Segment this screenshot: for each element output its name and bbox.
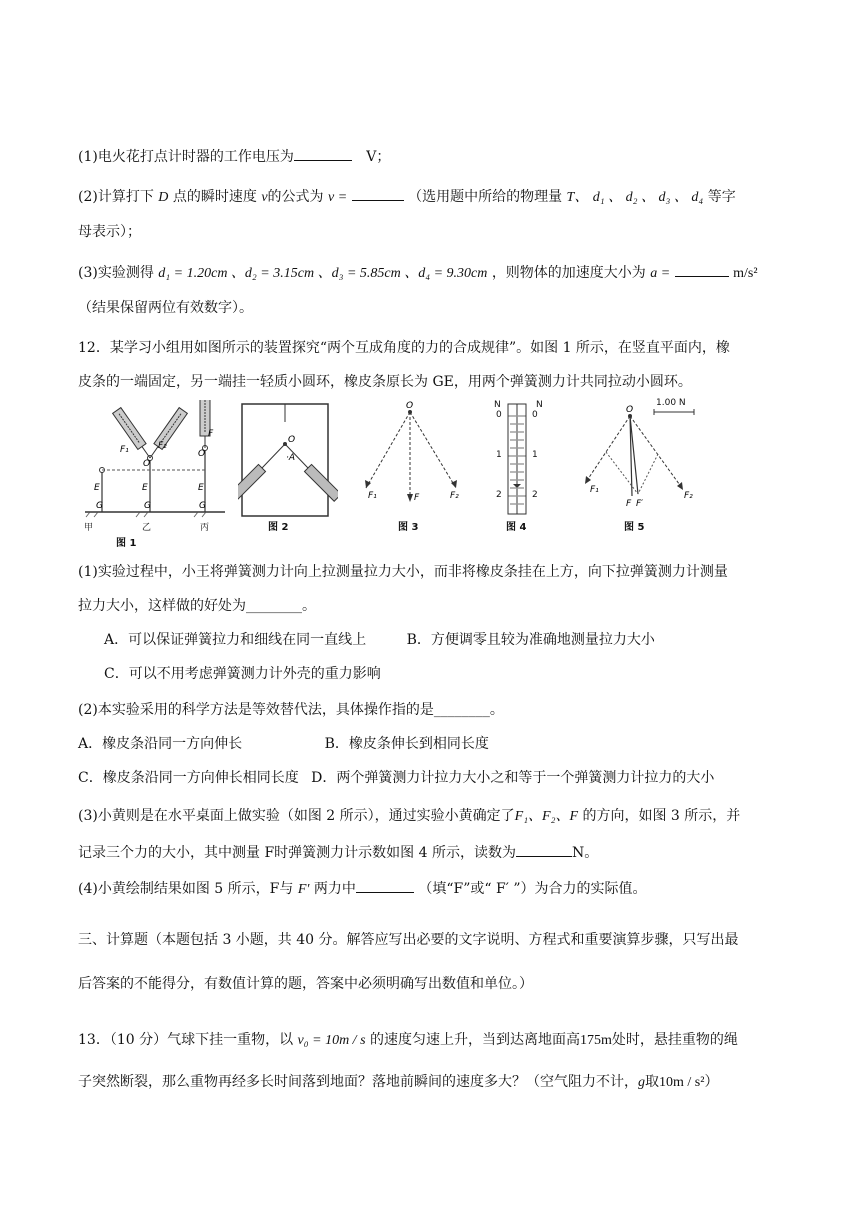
svg-text:F: F (414, 493, 420, 503)
q11-part2-text: 的公式为 (267, 189, 324, 205)
q11-part2-line2: 母表示）； (78, 224, 141, 240)
figure-4-tick-2-left: 2 (496, 490, 502, 500)
force-symbols: F₁、F₂、F (514, 809, 579, 824)
figure-4-tick-1-right: 1 (532, 450, 538, 460)
svg-text:F₂: F₂ (158, 441, 167, 451)
svg-text:O: O (626, 405, 634, 415)
svg-text:F₁: F₁ (120, 445, 129, 455)
q11-part3-text: (3)实验测得 (78, 265, 154, 281)
q11-part2-text: (2)计算打下 (78, 189, 154, 205)
answer-blank[interactable] (516, 842, 572, 857)
figure-4-tick-2-right: 2 (532, 490, 538, 500)
svg-text:E: E (94, 483, 100, 493)
svg-text:E: E (198, 483, 204, 493)
figure-5-drawing (576, 400, 706, 522)
q12-s2-option-a[interactable]: A．橡皮条沿同一方向伸长 (78, 736, 243, 752)
q12-s4-text: (4)小黄绘制结果如图 5 所示，F与 (78, 881, 294, 897)
svg-text:E: E (142, 483, 148, 493)
symbol-D: D (158, 190, 169, 205)
q11-part1-unit: V； (366, 149, 391, 165)
svg-text:O: O (288, 435, 296, 445)
q12-s3-text: (3)小黄则是在水平桌面上做实验（如图 2 所示），通过实验小黄确定了 (78, 808, 515, 824)
svg-text:O: O (143, 459, 151, 469)
figure-5 (576, 400, 706, 550)
svg-text:F: F (626, 499, 632, 509)
symbol-T: T、 (566, 190, 589, 205)
formula-v: v = (328, 190, 348, 205)
svg-text:F′: F′ (636, 499, 644, 509)
svg-text:F₂: F₂ (684, 491, 693, 501)
answer-blank[interactable] (675, 262, 729, 277)
figure-2-drawing (238, 400, 338, 522)
figure-1-drawing (80, 400, 230, 540)
q12-s3-line2 (78, 842, 598, 863)
symbol-d-list: d₁ 、 d₂ 、 d₃ 、 d₄ (592, 190, 704, 205)
q11-part2-text: （选用题中所给的物理量 (408, 189, 563, 205)
q12-s1-option-c[interactable]: C．可以不用考虑弹簧测力计外壳的重力影响 (104, 666, 381, 682)
q12-intro-line1: 12．某学习小组用如图所示的装置探究“两个互成角度的力的合成规律”。如图 1 所示，在竖直平面内，橡 (78, 340, 730, 356)
q12-s3-line1 (78, 806, 740, 827)
q12-s2-option-c[interactable]: C．橡皮条沿同一方向伸长相同长度 (78, 770, 299, 786)
figure-3 (352, 400, 472, 550)
q13-line1 (78, 1030, 738, 1051)
q12-s1-options-row1 (104, 630, 655, 650)
svg-text:G: G (144, 501, 151, 511)
figure-2 (238, 400, 338, 550)
figure-1-label: 图 1 (116, 538, 137, 549)
symbol-F-prime: F′ (297, 882, 310, 897)
answer-blank[interactable] (352, 186, 404, 201)
figure-5-scale: 1.00 N (656, 398, 686, 408)
figure-5-label: 图 5 (624, 522, 645, 533)
q11-part2-text: 点的瞬时速度 (172, 189, 257, 205)
q12-figures (80, 400, 720, 550)
q11-part2 (78, 186, 736, 208)
unit-ms2: m/s² (733, 266, 758, 281)
q11-part1 (78, 146, 390, 167)
figure-4-label: 图 4 (506, 522, 527, 533)
q13-text: ） (704, 1074, 719, 1090)
q13-text: 子突然断裂，那么重物再经多长时间落到地面？落地前瞬间的速度多大？（空气阻力不计， (78, 1074, 638, 1090)
q12-s1-line1: (1)实验过程中，小王将弹簧测力计向上拉测量拉力大小，而非将橡皮条挂在上方，向下拉弹簧测力计测量 (78, 564, 728, 580)
q12-s1-option-a[interactable]: A．可以保证弹簧拉力和细线在同一直线上 (104, 632, 367, 648)
figure-4-tick-1-left: 1 (496, 450, 502, 460)
q12-s3-text: 的方向，如图 3 所示，并 (582, 808, 741, 824)
q12-s4-text: （填“F”或“ F′ ”）为合力的实际值。 (418, 881, 647, 897)
figure-1-sub-bing: 丙 (200, 523, 210, 533)
q12-s3-unit: N。 (571, 845, 599, 861)
formula-a: a = (650, 266, 671, 281)
svg-text:O: O (406, 401, 414, 411)
q13-line2 (78, 1072, 718, 1093)
gravity-value: 10m / s² (659, 1075, 705, 1090)
q12-s4-line (78, 878, 646, 900)
svg-text:F₂: F₂ (450, 491, 459, 501)
answer-blank[interactable] (356, 878, 414, 893)
q12-s3-text: 记录三个力的大小，其中测量 F时弹簧测力计示数如图 4 所示，读数为 (78, 845, 516, 861)
figure-3-label: 图 3 (398, 522, 419, 533)
symbol-v: v (261, 190, 268, 205)
figure-4-tick-0-left: 0 (496, 410, 502, 420)
q12-s2-option-d[interactable]: D．两个弹簧测力计拉力大小之和等于一个弹簧测力计拉力的大小 (311, 770, 715, 786)
q12-s2-options-row1 (78, 734, 489, 754)
svg-text:F₁: F₁ (590, 485, 599, 495)
q12-s1-line2: 拉力大小，这样做的好处为________。 (78, 598, 316, 614)
symbol-g: g (638, 1075, 645, 1090)
q11-part3-text: ，则物体的加速度大小为 (491, 265, 646, 281)
svg-text:F: F (208, 429, 214, 439)
figure-4-unit-left: N (494, 400, 501, 410)
figure-4-unit-right: N (536, 400, 543, 410)
q11-part3-line2: （结果保留两位有效数字）。 (78, 300, 253, 316)
q12-s2-line: (2)本实验采用的科学方法是等效替代法，具体操作指的是________。 (78, 702, 504, 718)
q13-text: 处时，悬挂重物的绳 (611, 1032, 738, 1048)
section3-heading-line2: 后答案的不能得分，有数值计算的题，答案中必须明确写出数值和单位。） (78, 976, 533, 992)
figure-1-sub-yi: 乙 (142, 523, 152, 533)
svg-text:F₁: F₁ (368, 491, 377, 501)
q12-s1-option-b[interactable]: B．方便调零且较为准确地测量拉力大小 (406, 632, 655, 648)
figure-3-drawing (352, 400, 472, 522)
figure-4 (480, 400, 560, 550)
measured-values: d₁ = 1.20cm 、d₂ = 3.15cm 、d₃ = 5.85cm 、d₄ = 9.30cm (158, 266, 488, 281)
svg-text:·A: ·A (286, 453, 296, 463)
q13-text: 取 (645, 1074, 659, 1090)
svg-text:G: G (96, 501, 103, 511)
q11-part2-text: 等字 (707, 189, 736, 205)
figure-4-tick-0-right: 0 (532, 410, 538, 420)
svg-text:G: G (199, 501, 206, 511)
q11-part3 (78, 262, 758, 284)
q12-intro-line2: 皮条的一端固定，另一端挂一轻质小圆环，橡皮条原长为 GE，用两个弹簧测力计共同拉动小圆环。 (78, 374, 692, 390)
q13-text: 13．（10 分）气球下挂一重物，以 (78, 1032, 294, 1048)
q12-s2-option-b[interactable]: B．橡皮条伸长到相同长度 (324, 736, 489, 752)
answer-blank[interactable] (294, 146, 352, 161)
figure-2-label: 图 2 (268, 522, 289, 533)
height-value: 175m (579, 1033, 612, 1048)
section3-heading-line1: 三、计算题（本题包括 3 小题，共 40 分。解答应写出必要的文字说明、方程式和重要演算步骤，只写出最 (78, 932, 739, 948)
figure-1-sub-jia: 甲 (84, 523, 94, 533)
svg-text:O: O (198, 449, 206, 459)
q12-s4-text: 两力中 (313, 881, 356, 897)
q13-text: 的速度匀速上升，当到达离地面高 (369, 1032, 580, 1048)
figure-4-drawing (480, 400, 560, 522)
q12-s2-options-row2 (78, 768, 714, 788)
figure-1 (80, 400, 230, 550)
q11-part1-text: (1)电火花打点计时器的工作电压为 (78, 149, 294, 165)
initial-velocity: v₀ = 10m / s (297, 1033, 366, 1048)
